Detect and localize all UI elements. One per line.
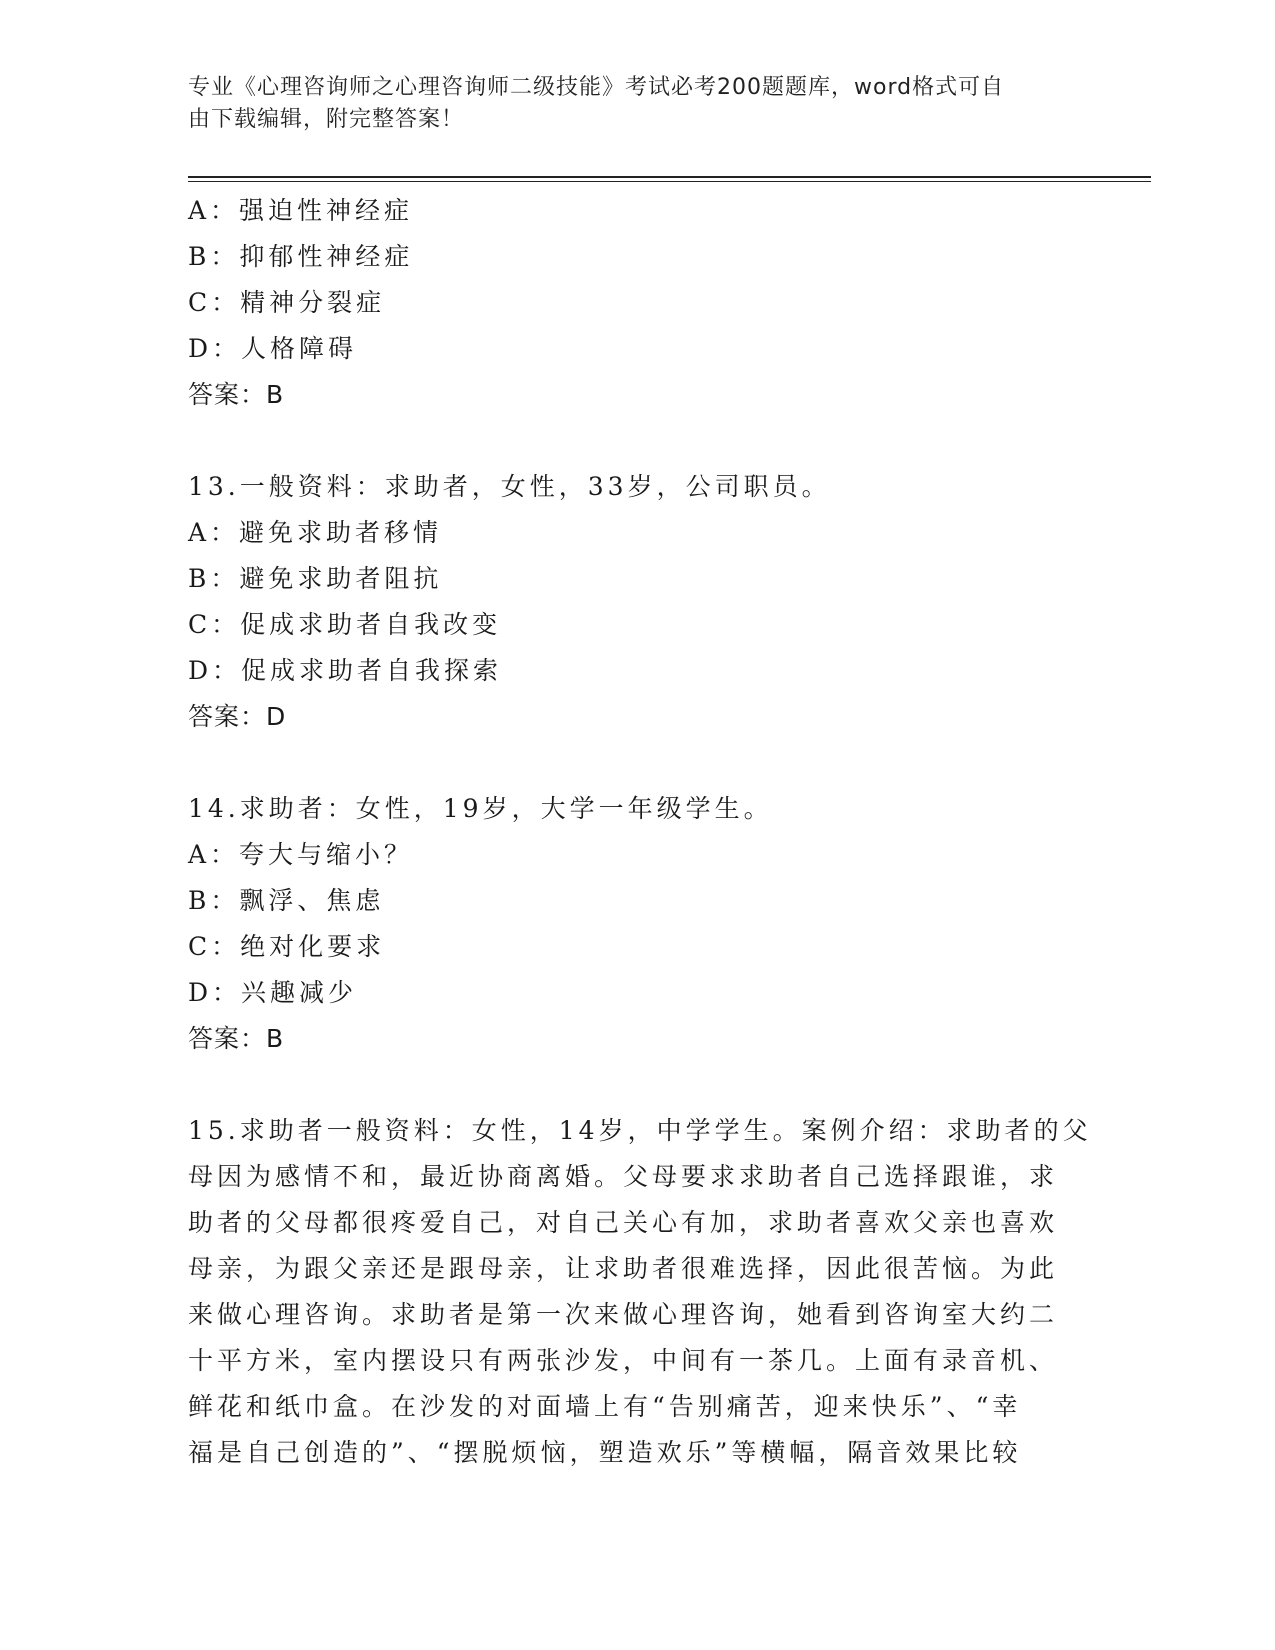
option-b: B：抑郁性神经症 (188, 242, 414, 271)
spacer (188, 740, 1088, 786)
document-header (188, 72, 1068, 136)
question-15 (188, 1108, 1092, 1476)
header-line-2: 由下载编辑，附完整答案！ (188, 107, 465, 132)
paragraph-line: 助者的父母都很疼爱自己，对自己关心有加，求助者喜欢父亲也喜欢 (188, 1208, 1059, 1237)
option-d: D：促成求助者自我探索 (188, 656, 503, 685)
option-c: C：促成求助者自我改变 (188, 610, 502, 639)
answer-line: 答案：B (188, 380, 285, 409)
answer-line: 答案：B (188, 1024, 285, 1053)
paragraph-line: 鲜花和纸巾盒。在沙发的对面墙上有“告别痛苦，迎来快乐”、“幸 (188, 1392, 1022, 1421)
header-divider-thin (188, 181, 1151, 182)
answer-line: 答案：D (188, 702, 287, 731)
question-13 (188, 464, 1088, 740)
spacer (188, 1062, 1088, 1108)
question-12 (188, 188, 1088, 418)
paragraph-line: 母因为感情不和，最近协商离婚。父母要求求助者自己选择跟谁，求 (188, 1162, 1059, 1191)
option-a: A：强迫性神经症 (188, 196, 414, 225)
header-line-1: 专业《心理咨询师之心理咨询师二级技能》考试必考200题题库，word格式可自 (188, 75, 1005, 100)
question-stem: 13.一般资料：求助者，女性，33岁，公司职员。 (188, 472, 831, 501)
paragraph-line: 15.求助者一般资料：女性，14岁，中学学生。案例介绍：求助者的父 (188, 1116, 1092, 1145)
option-b: B：避免求助者阻抗 (188, 564, 443, 593)
paragraph-line: 母亲，为跟父亲还是跟母亲，让求助者很难选择，因此很苦恼。为此 (188, 1254, 1059, 1283)
spacer (188, 418, 1088, 464)
header-divider (188, 176, 1151, 178)
option-d: D：兴趣减少 (188, 978, 358, 1007)
option-c: C：绝对化要求 (188, 932, 386, 961)
question-14 (188, 786, 1088, 1062)
question-list (188, 188, 1092, 1476)
option-a: A：避免求助者移情 (188, 518, 443, 547)
question-stem: 14.求助者：女性，19岁，大学一年级学生。 (188, 794, 773, 823)
option-a: A：夸大与缩小？ (188, 840, 414, 869)
option-c: C：精神分裂症 (188, 288, 386, 317)
paragraph-line: 来做心理咨询。求助者是第一次来做心理咨询，她看到咨询室大约二 (188, 1300, 1059, 1329)
option-d: D：人格障碍 (188, 334, 358, 363)
option-b: B：飘浮、焦虑 (188, 886, 385, 915)
paragraph-line: 十平方米，室内摆设只有两张沙发，中间有一茶几。上面有录音机、 (188, 1346, 1059, 1375)
paragraph-line: 福是自己创造的”、“摆脱烦恼，塑造欢乐”等横幅，隔音效果比较 (188, 1438, 1022, 1467)
